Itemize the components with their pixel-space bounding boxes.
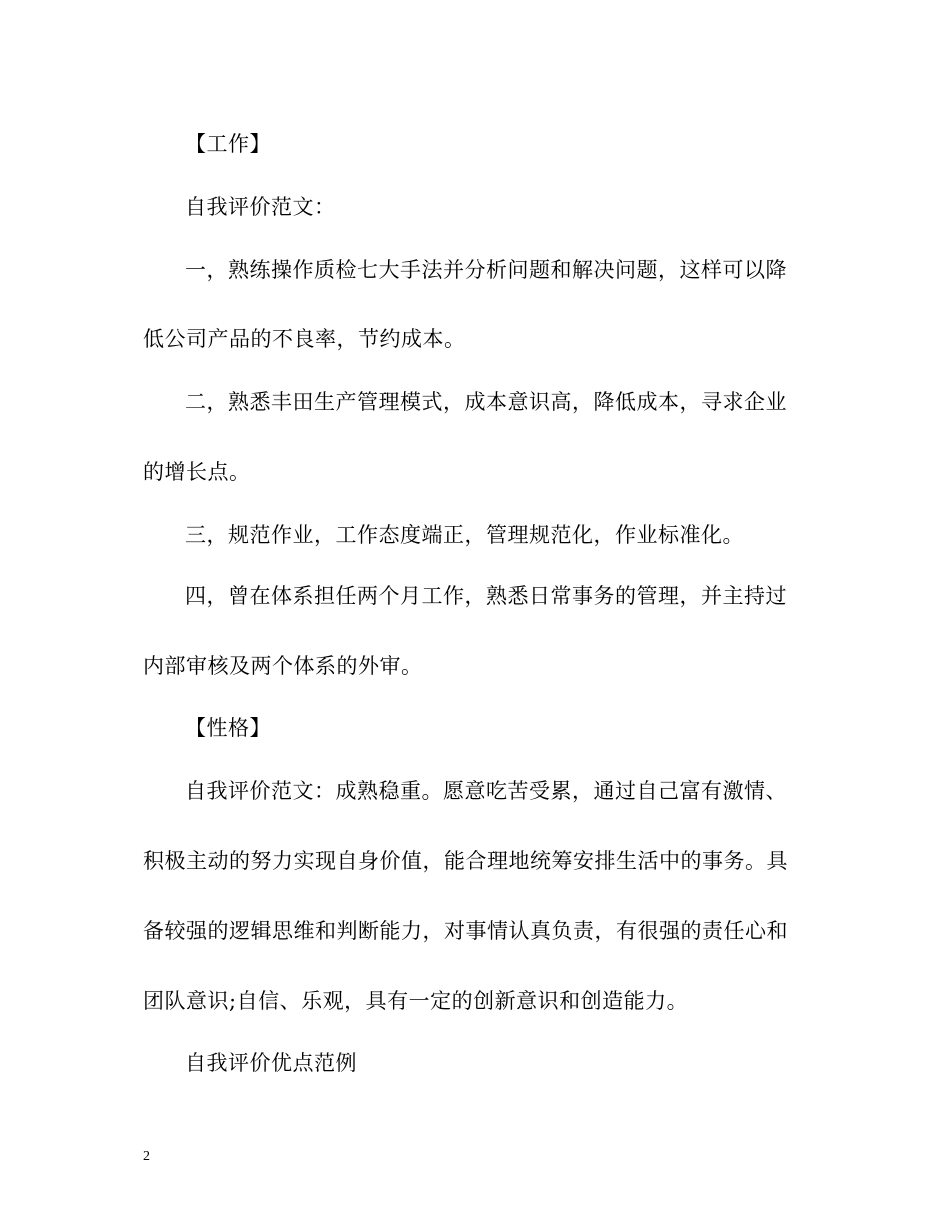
paragraph-line: 备较强的逻辑思维和判断能力，对事情认真负责，有很强的责任心和 [143, 919, 788, 943]
section-heading-work: 【工作】 [185, 132, 271, 156]
page-number: 2 [143, 1149, 150, 1164]
paragraph-line: 一，熟练操作质检七大手法并分析问题和解决问题，这样可以降 [185, 258, 787, 282]
paragraph-line: 自我评价范文：成熟稳重。愿意吃苦受累，通过自己富有激情、 [185, 779, 787, 803]
paragraph-line: 低公司产品的不良率，节约成本。 [143, 327, 466, 351]
section-heading-personality: 【性格】 [185, 716, 271, 740]
paragraph-line: 内部审核及两个体系的外审。 [143, 654, 423, 678]
paragraph-line: 四，曾在体系担任两个月工作，熟悉日常事务的管理，并主持过 [185, 584, 787, 608]
sample-label: 自我评价范文： [185, 195, 336, 219]
paragraph-line: 三，规范作业，工作态度端正，管理规范化，作业标准化。 [185, 523, 744, 547]
paragraph-line: 积极主动的努力实现自身价值，能合理地统筹安排生活中的事务。具 [143, 849, 788, 873]
paragraph-line: 二，熟悉丰田生产管理模式，成本意识高，降低成本，寻求企业 [185, 390, 787, 414]
paragraph-line: 的增长点。 [143, 460, 251, 484]
paragraph-line: 团队意识;自信、乐观，具有一定的创新意识和创造能力。 [143, 989, 689, 1013]
section-heading-strengths: 自我评价优点范例 [185, 1051, 357, 1075]
